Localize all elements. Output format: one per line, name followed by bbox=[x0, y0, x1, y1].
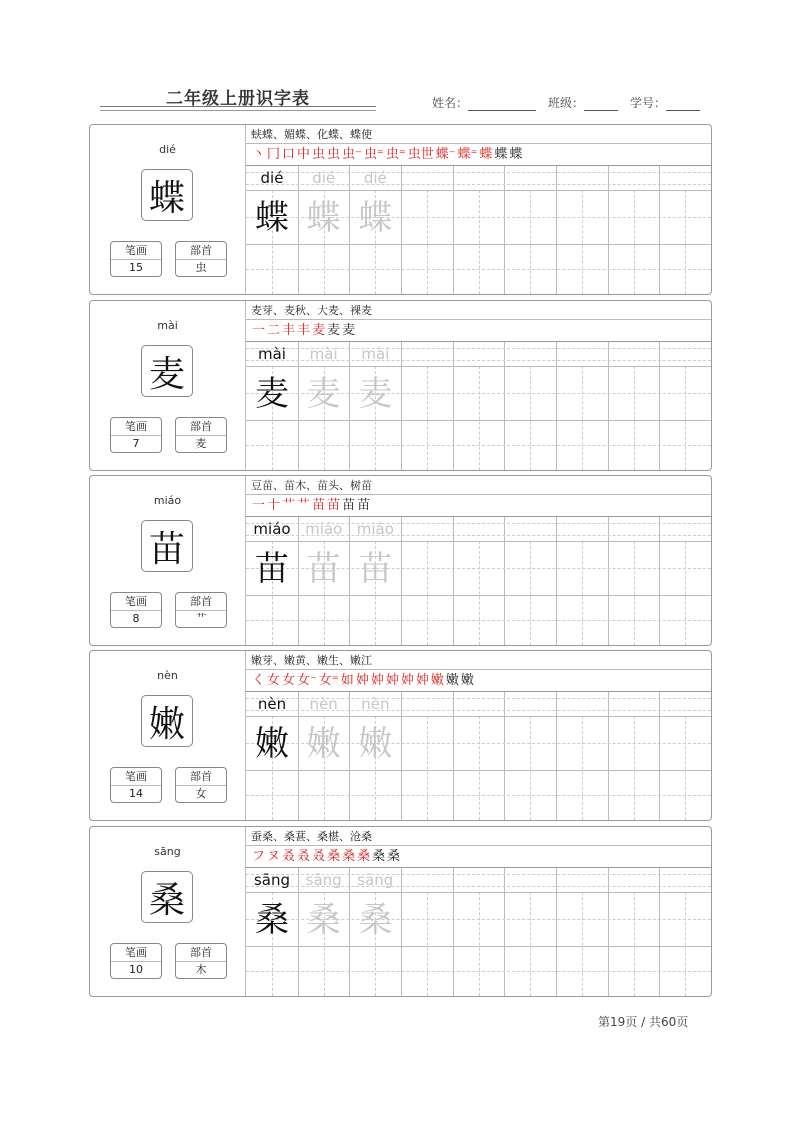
practice-panel bbox=[246, 827, 711, 996]
grid-row-line bbox=[246, 892, 711, 893]
stroke-step: 丰 bbox=[282, 323, 296, 338]
stroke-step: 妕 bbox=[400, 673, 414, 688]
grid-guide-line bbox=[246, 795, 711, 796]
stroke-count-value: 7 bbox=[132, 437, 140, 450]
char-glyph: 蝶 bbox=[148, 177, 185, 219]
trace-character: 桑 bbox=[358, 900, 393, 940]
divider bbox=[246, 494, 711, 495]
stroke-step: 中 bbox=[297, 147, 311, 162]
stroke-count-label: 笔画 bbox=[111, 593, 161, 611]
model-pinyin: nèn bbox=[257, 695, 287, 713]
name-label: 姓名： bbox=[432, 96, 469, 110]
char-info-panel bbox=[90, 651, 246, 820]
name-field[interactable] bbox=[468, 98, 536, 111]
trace-character: 麦 bbox=[358, 374, 393, 414]
grid-column-line bbox=[659, 868, 660, 996]
char-glyph: 苗 bbox=[148, 528, 185, 570]
writing-grid[interactable] bbox=[246, 517, 711, 645]
grid-guide-line bbox=[427, 541, 428, 645]
stroke-step: 艹 bbox=[297, 498, 311, 513]
example-words: 蛱蝶、媚蝶、化蝶、蝶使 bbox=[251, 128, 372, 141]
character-card bbox=[89, 124, 712, 295]
stroke-count-label: 笔画 bbox=[111, 768, 161, 786]
grid-guide-line bbox=[634, 716, 635, 820]
trace-pinyin: dié bbox=[312, 169, 336, 187]
radical-box bbox=[175, 943, 227, 979]
radical-value: 女 bbox=[195, 787, 207, 800]
model-character: 苗 bbox=[255, 549, 289, 589]
stroke-step: 苗 bbox=[357, 498, 371, 513]
stroke-step: 麦 bbox=[342, 323, 356, 338]
grid-column-line bbox=[453, 692, 454, 820]
grid-column-line bbox=[659, 342, 660, 470]
radical-value: 木 bbox=[195, 963, 207, 976]
stroke-step: 妕 bbox=[355, 673, 369, 688]
trace-pinyin: mài bbox=[361, 345, 390, 363]
model-character: 嫩 bbox=[255, 724, 289, 764]
stroke-step: く bbox=[252, 673, 266, 688]
trace-character: 苗 bbox=[306, 549, 341, 589]
stroke-step: 口 bbox=[282, 147, 296, 162]
trace-pinyin: nèn bbox=[361, 695, 390, 713]
stroke-step: ヌ bbox=[267, 849, 281, 864]
stroke-step: 一 bbox=[252, 323, 266, 338]
stroke-count-label: 笔画 bbox=[111, 418, 161, 436]
stroke-count-value: 8 bbox=[132, 612, 140, 625]
radical-label: 部首 bbox=[176, 944, 226, 962]
trace-pinyin: nèn bbox=[309, 695, 338, 713]
stroke-step: 女⁼ bbox=[318, 673, 339, 688]
grid-column-line bbox=[556, 868, 557, 996]
practice-panel bbox=[246, 651, 711, 820]
character-card bbox=[89, 300, 712, 471]
trace-pinyin: miáo bbox=[305, 520, 343, 538]
stroke-count-value: 14 bbox=[129, 787, 143, 800]
title-underline bbox=[100, 106, 376, 107]
stroke-step: 桑 bbox=[357, 849, 371, 864]
stroke-step: 桑 bbox=[327, 849, 341, 864]
divider bbox=[246, 319, 711, 320]
grid-guide-line bbox=[685, 366, 686, 470]
stroke-count-box bbox=[110, 943, 162, 979]
grid-column-line bbox=[504, 166, 505, 294]
grid-guide-line bbox=[582, 190, 583, 294]
stroke-count-label: 笔画 bbox=[111, 944, 161, 962]
page-number: 第19页 / 共60页 bbox=[598, 1015, 689, 1029]
stroke-step: 虫世 bbox=[407, 147, 434, 162]
grid-row-line bbox=[246, 190, 711, 191]
radical-value: 麦 bbox=[195, 437, 207, 450]
trace-pinyin: sāng bbox=[305, 871, 342, 889]
character-card bbox=[89, 475, 712, 646]
grid-guide-line bbox=[530, 541, 531, 645]
stroke-order bbox=[252, 496, 372, 516]
trace-character: 蝶 bbox=[306, 198, 341, 238]
stroke-step: 女⁻ bbox=[297, 673, 317, 688]
grid-guide-line bbox=[246, 971, 711, 972]
grid-guide-line bbox=[685, 190, 686, 294]
grid-column-line bbox=[453, 868, 454, 996]
stroke-step: 女 bbox=[267, 673, 281, 688]
stroke-count-value: 10 bbox=[129, 963, 143, 976]
stroke-count-label: 笔画 bbox=[111, 242, 161, 260]
stroke-step: 蝶⁼ bbox=[457, 147, 478, 162]
stroke-step: 虫⁼ bbox=[385, 147, 406, 162]
writing-grid[interactable] bbox=[246, 692, 711, 820]
grid-column-line bbox=[556, 342, 557, 470]
trace-character: 苗 bbox=[358, 549, 393, 589]
stroke-step: 女 bbox=[282, 673, 296, 688]
grid-column-line bbox=[659, 166, 660, 294]
stroke-step: 蝶 bbox=[509, 147, 523, 162]
grid-guide-line bbox=[685, 541, 686, 645]
stroke-step: 妕 bbox=[415, 673, 429, 688]
grid-guide-line bbox=[479, 366, 480, 470]
stroke-step: 如 bbox=[340, 673, 354, 688]
class-field[interactable] bbox=[584, 98, 618, 111]
stroke-step: 十 bbox=[267, 498, 281, 513]
radical-box bbox=[175, 417, 227, 453]
stroke-step: 叒 bbox=[282, 849, 296, 864]
grid-column-line bbox=[556, 692, 557, 820]
grid-column-line bbox=[608, 517, 609, 645]
grid-guide-line bbox=[246, 620, 711, 621]
number-label: 学号： bbox=[630, 96, 667, 110]
grid-guide-line bbox=[530, 190, 531, 294]
divider bbox=[246, 669, 711, 670]
stroke-order bbox=[252, 847, 402, 867]
stroke-step: 虫⁼ bbox=[363, 147, 384, 162]
trace-character: 嫩 bbox=[358, 724, 393, 764]
grid-column-line bbox=[608, 868, 609, 996]
practice-panel bbox=[246, 301, 711, 470]
example-words: 蚕桑、桑葚、桑椹、沧桑 bbox=[251, 830, 372, 843]
grid-guide-line bbox=[530, 892, 531, 996]
grid-guide-line bbox=[479, 716, 480, 820]
char-info-panel bbox=[90, 827, 246, 996]
stroke-step: 妕 bbox=[370, 673, 384, 688]
stroke-count-box bbox=[110, 592, 162, 628]
stroke-step: 桑 bbox=[372, 849, 386, 864]
grid-guide-line bbox=[530, 716, 531, 820]
stroke-step: 冂 bbox=[267, 147, 281, 162]
char-pinyin: sāng bbox=[154, 845, 181, 858]
char-pinyin: dié bbox=[159, 143, 176, 156]
stroke-step: 叒 bbox=[297, 849, 311, 864]
grid-row-line bbox=[246, 244, 711, 245]
grid-guide-line bbox=[427, 892, 428, 996]
stroke-order bbox=[252, 321, 357, 341]
stroke-order bbox=[252, 145, 525, 165]
grid-guide-line bbox=[634, 541, 635, 645]
grid-column-line bbox=[453, 166, 454, 294]
stroke-step: 嫩 bbox=[430, 673, 444, 688]
model-pinyin: miáo bbox=[253, 520, 291, 538]
char-info-panel bbox=[90, 476, 246, 645]
trace-pinyin: dié bbox=[363, 169, 387, 187]
char-pinyin: mài bbox=[157, 319, 178, 332]
divider bbox=[246, 845, 711, 846]
trace-pinyin: sāng bbox=[357, 871, 394, 889]
character-card bbox=[89, 826, 712, 997]
stroke-step: 虫 bbox=[327, 147, 341, 162]
stroke-step: 苗 bbox=[312, 498, 326, 513]
stroke-count-value: 15 bbox=[129, 261, 143, 274]
grid-column-line bbox=[659, 517, 660, 645]
grid-guide-line bbox=[479, 892, 480, 996]
grid-guide-line bbox=[634, 366, 635, 470]
stroke-count-box bbox=[110, 241, 162, 277]
grid-column-line bbox=[608, 166, 609, 294]
radical-value: 艹 bbox=[195, 612, 207, 625]
stroke-order bbox=[252, 671, 476, 691]
grid-guide-line bbox=[479, 541, 480, 645]
grid-guide-line bbox=[530, 366, 531, 470]
grid-column-line bbox=[504, 868, 505, 996]
grid-guide-line bbox=[427, 190, 428, 294]
grid-guide-line bbox=[246, 445, 711, 446]
grid-guide-line bbox=[427, 716, 428, 820]
grid-guide-line bbox=[634, 190, 635, 294]
model-character: 麦 bbox=[255, 374, 289, 414]
practice-panel bbox=[246, 476, 711, 645]
stroke-step: 叒 bbox=[312, 849, 326, 864]
model-pinyin: dié bbox=[260, 169, 284, 187]
stroke-step: 苗 bbox=[342, 498, 356, 513]
student-info bbox=[432, 94, 700, 111]
radical-box bbox=[175, 767, 227, 803]
radical-label: 部首 bbox=[176, 242, 226, 260]
grid-guide-line bbox=[582, 892, 583, 996]
grid-guide-line bbox=[246, 269, 711, 270]
writing-grid[interactable] bbox=[246, 868, 711, 996]
example-words: 麦芽、麦秋、大麦、裸麦 bbox=[251, 304, 372, 317]
grid-column-line bbox=[556, 517, 557, 645]
stroke-step: 丰 bbox=[297, 323, 311, 338]
trace-character: 麦 bbox=[306, 374, 341, 414]
grid-row-line bbox=[246, 420, 711, 421]
grid-guide-line bbox=[427, 366, 428, 470]
grid-row-line bbox=[246, 946, 711, 947]
stroke-step: 麦 bbox=[327, 323, 341, 338]
stroke-step: 蝶⁻ bbox=[435, 147, 456, 162]
example-words: 嫩芽、嫩黄、嫩生、嫩江 bbox=[251, 654, 372, 667]
worksheet-title: 二年级上册识字表 bbox=[166, 89, 310, 109]
divider bbox=[246, 143, 711, 144]
model-pinyin: mài bbox=[258, 345, 286, 363]
stroke-step: 虫⁻ bbox=[342, 147, 362, 162]
stroke-count-box bbox=[110, 417, 162, 453]
grid-row-line bbox=[246, 770, 711, 771]
example-words: 豆苗、苗木、苗头、树苗 bbox=[251, 479, 372, 492]
grid-column-line bbox=[504, 692, 505, 820]
radical-box bbox=[175, 241, 227, 277]
stroke-step: 麦 bbox=[312, 323, 326, 338]
writing-grid[interactable] bbox=[246, 342, 711, 470]
grid-guide-line bbox=[479, 190, 480, 294]
grid-column-line bbox=[453, 517, 454, 645]
grid-column-line bbox=[504, 342, 505, 470]
char-display bbox=[141, 871, 193, 923]
grid-guide-line bbox=[685, 716, 686, 820]
radical-value: 虫 bbox=[195, 261, 207, 274]
stroke-step: 一 bbox=[252, 498, 266, 513]
grid-column-line bbox=[556, 166, 557, 294]
stroke-step: 妕 bbox=[385, 673, 399, 688]
char-glyph: 嫩 bbox=[148, 703, 185, 745]
grid-row-line bbox=[246, 716, 711, 717]
stroke-step: フ bbox=[252, 849, 266, 864]
radical-box bbox=[175, 592, 227, 628]
grid-guide-line bbox=[582, 716, 583, 820]
char-info-panel bbox=[90, 301, 246, 470]
char-glyph: 麦 bbox=[148, 353, 185, 395]
title-underline-2 bbox=[100, 110, 376, 111]
char-display bbox=[141, 169, 193, 221]
model-character: 蝶 bbox=[255, 198, 289, 238]
stroke-step: 嫩 bbox=[460, 673, 474, 688]
stroke-step: 二 bbox=[267, 323, 281, 338]
class-label: 班级： bbox=[548, 96, 585, 110]
radical-label: 部首 bbox=[176, 418, 226, 436]
trace-pinyin: mài bbox=[309, 345, 338, 363]
trace-character: 蝶 bbox=[358, 198, 393, 238]
grid-row-line bbox=[246, 541, 711, 542]
stroke-step: 艹 bbox=[282, 498, 296, 513]
stroke-step: 桑 bbox=[387, 849, 401, 864]
grid-guide-line bbox=[685, 892, 686, 996]
grid-row-line bbox=[246, 366, 711, 367]
stroke-step: 丶 bbox=[252, 147, 266, 162]
grid-guide-line bbox=[582, 541, 583, 645]
char-pinyin: miáo bbox=[153, 494, 182, 507]
char-display bbox=[141, 520, 193, 572]
grid-column-line bbox=[504, 517, 505, 645]
radical-label: 部首 bbox=[176, 593, 226, 611]
char-display bbox=[141, 695, 193, 747]
char-info-panel bbox=[90, 125, 246, 294]
grid-column-line bbox=[453, 342, 454, 470]
writing-grid[interactable] bbox=[246, 166, 711, 294]
grid-guide-line bbox=[582, 366, 583, 470]
char-glyph: 桑 bbox=[148, 879, 185, 921]
char-display bbox=[141, 345, 193, 397]
radical-label: 部首 bbox=[176, 768, 226, 786]
stroke-step: 蝶 bbox=[494, 147, 508, 162]
number-field[interactable] bbox=[666, 98, 700, 111]
stroke-step: 桑 bbox=[342, 849, 356, 864]
char-pinyin: nèn bbox=[157, 669, 178, 682]
stroke-step: 虫 bbox=[312, 147, 326, 162]
trace-character: 嫩 bbox=[306, 724, 341, 764]
grid-guide-line bbox=[634, 892, 635, 996]
grid-row-line bbox=[246, 595, 711, 596]
grid-column-line bbox=[608, 692, 609, 820]
grid-column-line bbox=[659, 692, 660, 820]
stroke-step: 苗 bbox=[327, 498, 341, 513]
model-character: 桑 bbox=[255, 900, 289, 940]
stroke-step: 嫩 bbox=[445, 673, 459, 688]
stroke-step: 蝶 bbox=[479, 147, 493, 162]
trace-pinyin: miáo bbox=[356, 520, 394, 538]
stroke-count-box bbox=[110, 767, 162, 803]
grid-column-line bbox=[608, 342, 609, 470]
character-card bbox=[89, 650, 712, 821]
model-pinyin: sāng bbox=[253, 871, 291, 889]
trace-character: 桑 bbox=[306, 900, 341, 940]
practice-panel bbox=[246, 125, 711, 294]
